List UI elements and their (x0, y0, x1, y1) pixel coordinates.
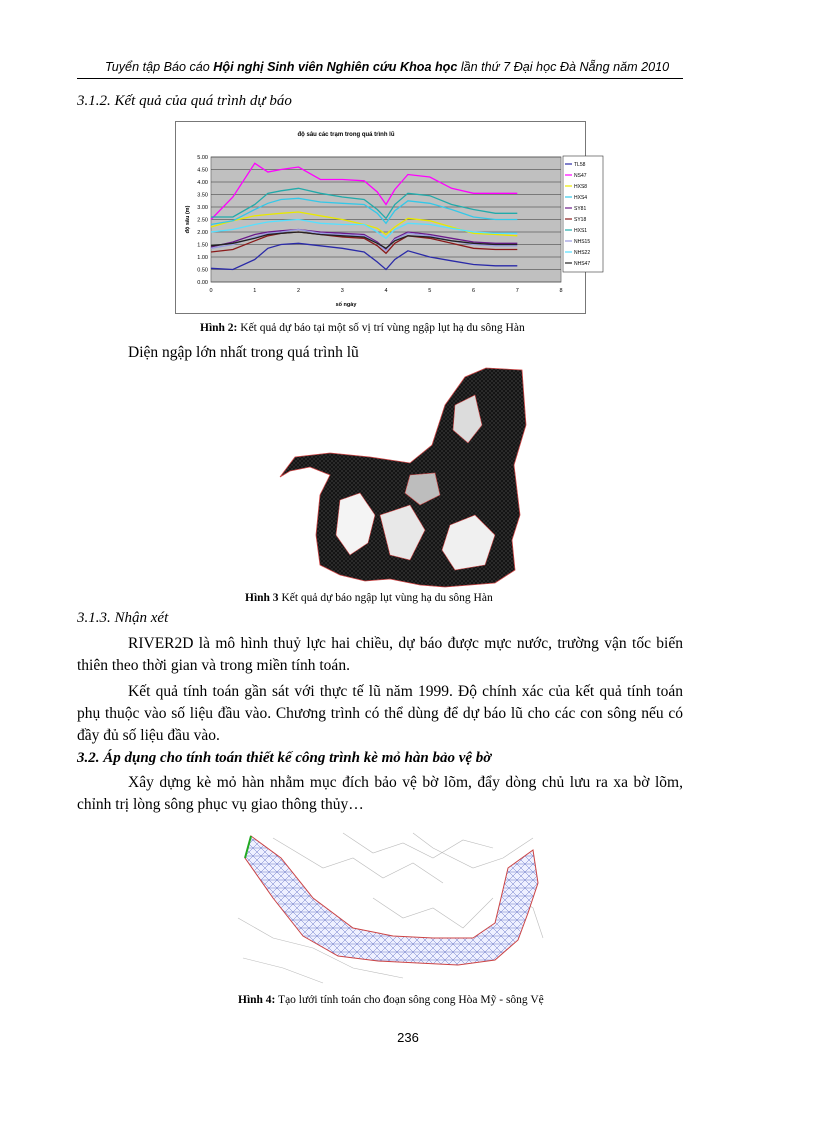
x-tick-label: 3 (340, 288, 344, 294)
paragraph-river2d: RIVER2D là mô hình thuỷ lực hai chiều, dự báo được mực nước, trường vận tốc biến thiên theo thời gian và trong miền tính toán. (77, 635, 683, 674)
y-tick-label: 2.50 (197, 217, 208, 224)
x-tick-label: 0 (209, 288, 213, 294)
figure-3-label: Hình 3 (245, 592, 279, 604)
x-axis-label: số ngày (335, 302, 357, 308)
paragraph-groyne: Xây dựng kè mỏ hàn nhằm mục đích bảo vệ bờ lõm, đẩy dòng chủ lưu ra xa bờ lõm, chỉnh trị lòng sông phục vụ giao thông thủy… (77, 774, 683, 813)
figure-2-label: Hình 2: (200, 322, 238, 334)
x-tick-label: 1 (253, 288, 257, 294)
running-header (105, 60, 670, 74)
figure-2-caption (200, 322, 525, 334)
chart-title: độ sâu các trạm trong quá trình lũ (297, 132, 395, 138)
section-heading-313: 3.1.3. Nhận xét (77, 610, 169, 626)
y-tick-label: 4.50 (197, 167, 208, 174)
y-tick-label: 0.50 (197, 267, 208, 274)
page-number: 236 (397, 1030, 419, 1045)
section-heading-32: 3.2. Áp dụng cho tính toán thiết kế công trình kè mỏ hàn bảo vệ bờ (77, 750, 492, 766)
y-tick-label: 4.00 (197, 180, 208, 186)
legend-label: HXS4 (574, 195, 588, 201)
paragraph-results: Kết quả tính toán gần sát với thực tế lũ năm 1999. Độ chính xác của kết quả tính toán phụ thuộc vào số liệu đầu vào. Chương trình có thể dùng để dự báo lũ cho các con sông nếu có đầy đủ số liệu đầu vào. (77, 683, 683, 744)
y-tick-label: 1.00 (197, 255, 208, 261)
x-tick-label: 5 (428, 288, 432, 294)
depth-chart (176, 122, 591, 313)
header-suffix: lần thứ 7 Đại học Đà Nẵng năm 2010 (457, 60, 670, 74)
y-tick-label: 3.00 (197, 205, 208, 211)
legend-label: NS47 (574, 173, 587, 179)
header-prefix: Tuyển tập Báo cáo (105, 60, 214, 74)
figure-4-label: Hình 4: (238, 994, 276, 1006)
figure-4-caption (238, 994, 544, 1006)
header-rule (77, 78, 683, 79)
legend-label: SY81 (574, 206, 587, 212)
x-tick-label: 2 (296, 288, 301, 294)
legend-label: NHS15 (574, 239, 591, 245)
flood-area-heading: Diện ngập lớn nhất trong quá trình lũ (128, 344, 359, 361)
section-heading-312: 3.1.2. Kết quả của quá trình dự báo (77, 93, 292, 109)
legend-label: HXS1 (574, 228, 588, 234)
figure-3-caption (245, 592, 493, 604)
x-tick-label: 7 (515, 288, 519, 294)
y-tick-label: 5.00 (197, 155, 208, 161)
flood-map-figure (250, 365, 546, 589)
figure-3-text: Kết quả dự báo ngập lụt vùng hạ du sông Hàn (278, 592, 493, 604)
y-axis-label: độ sâu (m) (185, 205, 191, 234)
y-tick-label: 0.00 (197, 280, 208, 286)
legend-label: TL58 (574, 162, 586, 168)
x-tick-label: 6 (471, 288, 476, 294)
x-tick-label: 4 (384, 288, 388, 294)
header-conference-name: Hội nghị Sinh viên Nghiên cứu Khoa học (213, 60, 458, 74)
legend-label: NHS47 (574, 261, 591, 267)
figure-2-text: Kết quả dự báo tại một số vị trí vùng ngập lụt hạ du sông Hàn (237, 322, 525, 334)
y-tick-label: 3.50 (197, 192, 208, 199)
legend-label: NHS22 (574, 250, 591, 256)
legend-label: HXS8 (574, 184, 588, 190)
depth-chart-frame (175, 121, 591, 314)
x-tick-label: 8 (559, 288, 563, 294)
river-mesh (245, 836, 538, 965)
figure-4-text: Tạo lưới tính toán cho đoạn sông cong Hòa Mỹ - sông Vệ (275, 994, 544, 1006)
mesh-figure (233, 828, 548, 986)
y-tick-label: 2.00 (197, 230, 208, 236)
legend-label: SY18 (574, 217, 587, 223)
y-tick-label: 1.50 (197, 242, 208, 249)
